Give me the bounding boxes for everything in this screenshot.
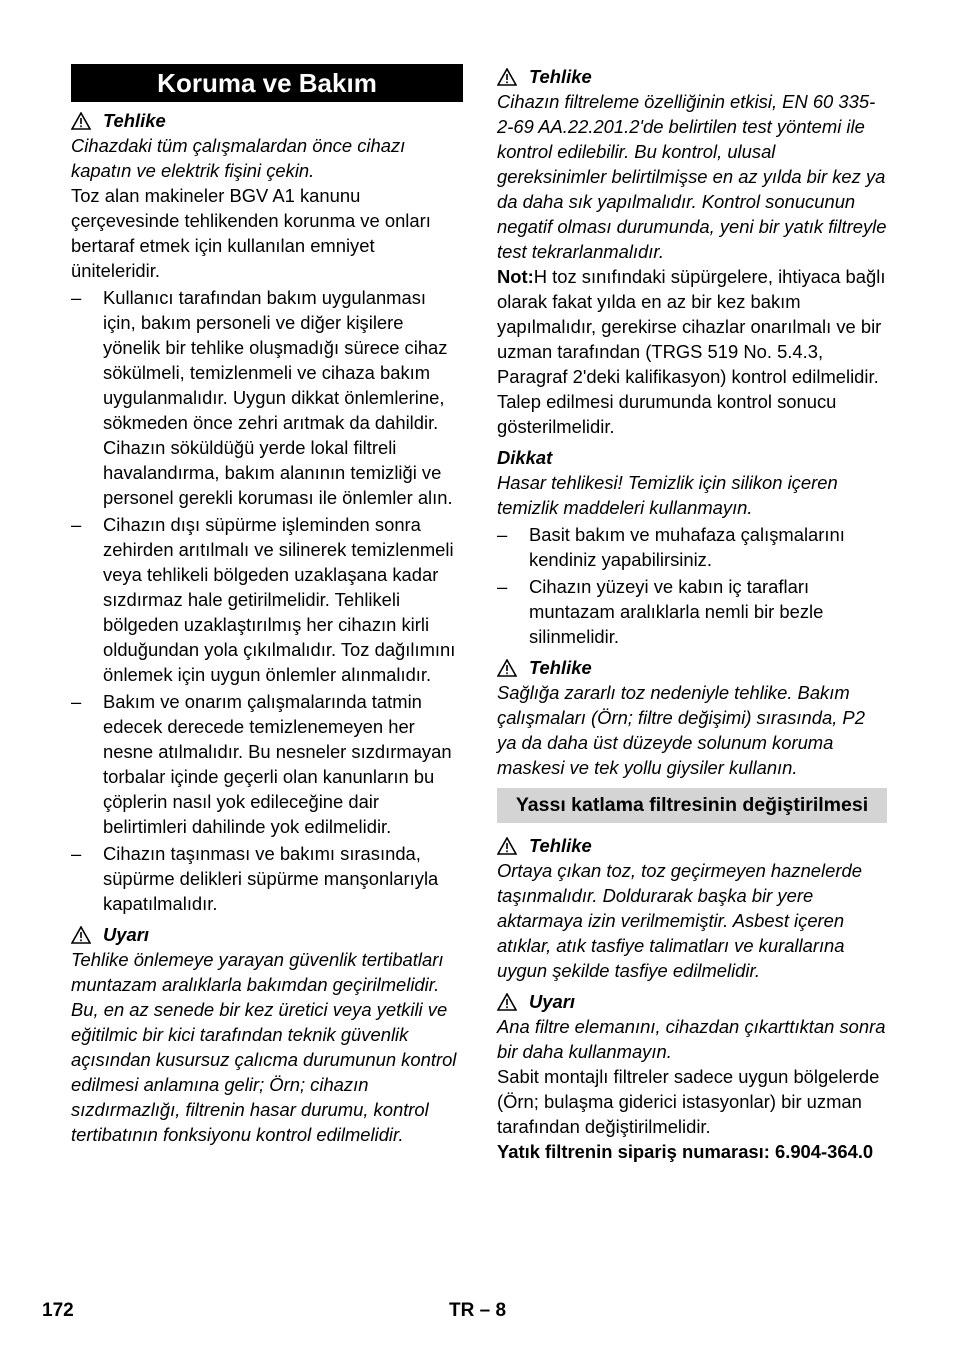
warning-heading [497, 833, 887, 858]
bullet-list [71, 285, 463, 916]
bullet-list [497, 522, 887, 649]
list-item-text: Cihazın taşınması ve bakımı sırasında, süpürme delikleri süpürme manşonlarıyla kapatılmalıdır. [103, 843, 439, 914]
list-item-text: Cihazın yüzeyi ve kabın iç tarafları muntazam aralıklarla nemli bir bezle silinmelidir. [529, 576, 824, 647]
warning-triangle-icon [497, 993, 517, 1011]
language-page-label: TR – 8 [449, 1300, 507, 1321]
right-column [497, 60, 887, 1164]
subsection-heading: Yassı katlama filtresinin değiştirilmesi [497, 788, 887, 823]
warning-heading [497, 655, 887, 680]
warning-label: Uyarı [103, 924, 150, 945]
dash-bullet: – [71, 514, 82, 535]
left-column [71, 60, 463, 1147]
order-number: Yatık filtrenin sipariş numarası: 6.904-364.0 [497, 1141, 874, 1162]
warning-heading [71, 108, 463, 133]
warning-label: Uyarı [529, 991, 576, 1012]
warning-label: Tehlike [103, 110, 166, 131]
paragraph: Toz alan makineler BGV A1 kanunu çerçevesinde tehlikenden korunma ve onları bertaraf etmek için kullanılan emniyet üniteleridir. [71, 185, 431, 281]
list-item [497, 522, 887, 572]
warning-triangle-icon [497, 659, 517, 677]
warning-text: Ortaya çıkan toz, toz geçirmeyen haznelerde taşınmalıdır. Doldurarak başka bir yere aktarmaya izin verilmemiştir. Asbest içeren atıklar, atık tasfiye talimatları ve kurallarına uygun şekilde tasfiye edilmelidir. [497, 860, 862, 981]
warning-heading [71, 922, 463, 947]
warning-heading [497, 989, 887, 1014]
warning-triangle-icon [71, 112, 91, 130]
warning-text: Cihazdaki tüm çalışmalardan önce cihazı kapatın ve elektrik fişini çekin. [71, 135, 406, 181]
section-title: Koruma ve Bakım [71, 64, 463, 102]
caution-heading: Dikkat [497, 447, 553, 468]
warning-text: Tehlike önlemeye yarayan güvenlik tertibatları muntazam aralıklarla bakımdan geçirilmelidir. Bu, en az senede bir kez üretici veya yetkili ve eğitilmic bir kici tarafından teknik güvenlik açısından kusursuz çalıcma durumunun kontrol edilmesi anlamına gelir; Örn; cihazın sızdırmazlığı, filtrenin hasar durumu, kontrol tertibatının fonksiyonu kontrol edilmelidir. [71, 949, 457, 1145]
warning-label: Tehlike [529, 657, 592, 678]
warning-label: Tehlike [529, 66, 592, 87]
list-item-text: Kullanıcı tarafından bakım uygulanması için, bakım personeli ve diğer kişilere yönelik bir tehlike oluşmadığı sürece cihaz sökülmeli, temizlenmeli ve cihaza bakım uygulanmalıdır. Uygun dikkat önlemlerine, sökmeden önce zehri arıtmak da dahildir. Cihazın söküldüğü yerde lokal filtreli havalandırma, bakım alanının temizliği ve personel gerekli koruması ile önlemler alın. [103, 287, 453, 508]
dash-bullet: – [497, 576, 508, 597]
dash-bullet: – [71, 287, 82, 308]
warning-text: Cihazın filtreleme özelliğinin etkisi, EN 60 335-2-69 AA.22.201.2'de belirtilen test yöntemi ile kontrol edilebilir. Bu kontrol, ulusal gereksinimler belirtilmişse en az yılda bir kez ya da daha sık yapılmalıdır. Kontrol sonucunun negatif olması durumunda, yeni bir yatık filtreyle test tekrarlanmalıdır. [497, 91, 887, 262]
warning-triangle-icon [497, 837, 517, 855]
list-item-text: Cihazın dışı süpürme işleminden sonra zehirden arıtılmalı ve silinerek temizlenmeli veya tehlikeli bölgeden uzaklaşana kadar sızdırmaz hale getirilmelidir. Tehlikeli bölgeden uzaklaştırılmış her cihazın kirli olduğundan yola çıkılmalıdır. Toz dağılımını önlemek için uygun önlemler alınmalıdır. [103, 514, 456, 685]
dash-bullet: – [497, 524, 508, 545]
warning-text: Ana filtre elemanını, cihazdan çıkarttıktan sonra bir daha kullanmayın. [497, 1016, 886, 1062]
list-item-text: Bakım ve onarım çalışmalarında tatmin edecek derecede temizlenemeyen her nesne atılmalıdır. Bu nesneler sızdırmayan torbalar içinde geçerli olan kanunların bu çöplerin nasıl yok edileceğine dair belirtimleri dahilinde yok edilmelidir. [103, 691, 452, 837]
caution-text: Hasar tehlikesi! Temizlik için silikon içeren temizlik maddeleri kullanmayın. [497, 472, 838, 518]
note-paragraph [497, 264, 887, 439]
dash-bullet: – [71, 843, 82, 864]
dash-bullet: – [71, 691, 82, 712]
warning-heading [497, 64, 887, 89]
list-item [71, 512, 463, 687]
warning-triangle-icon [71, 926, 91, 944]
list-item-text: Basit bakım ve muhafaza çalışmalarını kendiniz yapabilirsiniz. [529, 524, 845, 570]
warning-label: Tehlike [529, 835, 592, 856]
list-item [497, 574, 887, 649]
list-item [71, 285, 463, 510]
list-item [71, 841, 463, 916]
list-item [71, 689, 463, 839]
note-text: H toz sınıfındaki süpürgelere, ihtiyaca bağlı olarak fakat yılda en az bir kez bakım yapılmalıdır, gerekirse cihazlar onarılmalı ve bir uzman tarafından (TRGS 519 No. 5.4.3, Paragraf 2'deki kalifikasyon) kontrol edilmelidir. Talep edilmesi durumunda kontrol sonucu gösterilmelidir. [497, 266, 886, 437]
warning-text: Sağlığa zararlı toz nedeniyle tehlike. Bakım çalışmaları (Örn; filtre değişimi) sırasında, P2 ya da daha üst düzeyde solunum koruma maskesi ve tek yollu giysiler kullanın. [497, 682, 865, 778]
warning-triangle-icon [497, 68, 517, 86]
page-number: 172 [42, 1300, 74, 1321]
note-label: Not: [497, 266, 534, 287]
paragraph: Sabit montajlı filtreler sadece uygun bölgelerde (Örn; bulaşma giderici istasyonlar) bir uzman tarafından değiştirilmelidir. [497, 1066, 880, 1137]
